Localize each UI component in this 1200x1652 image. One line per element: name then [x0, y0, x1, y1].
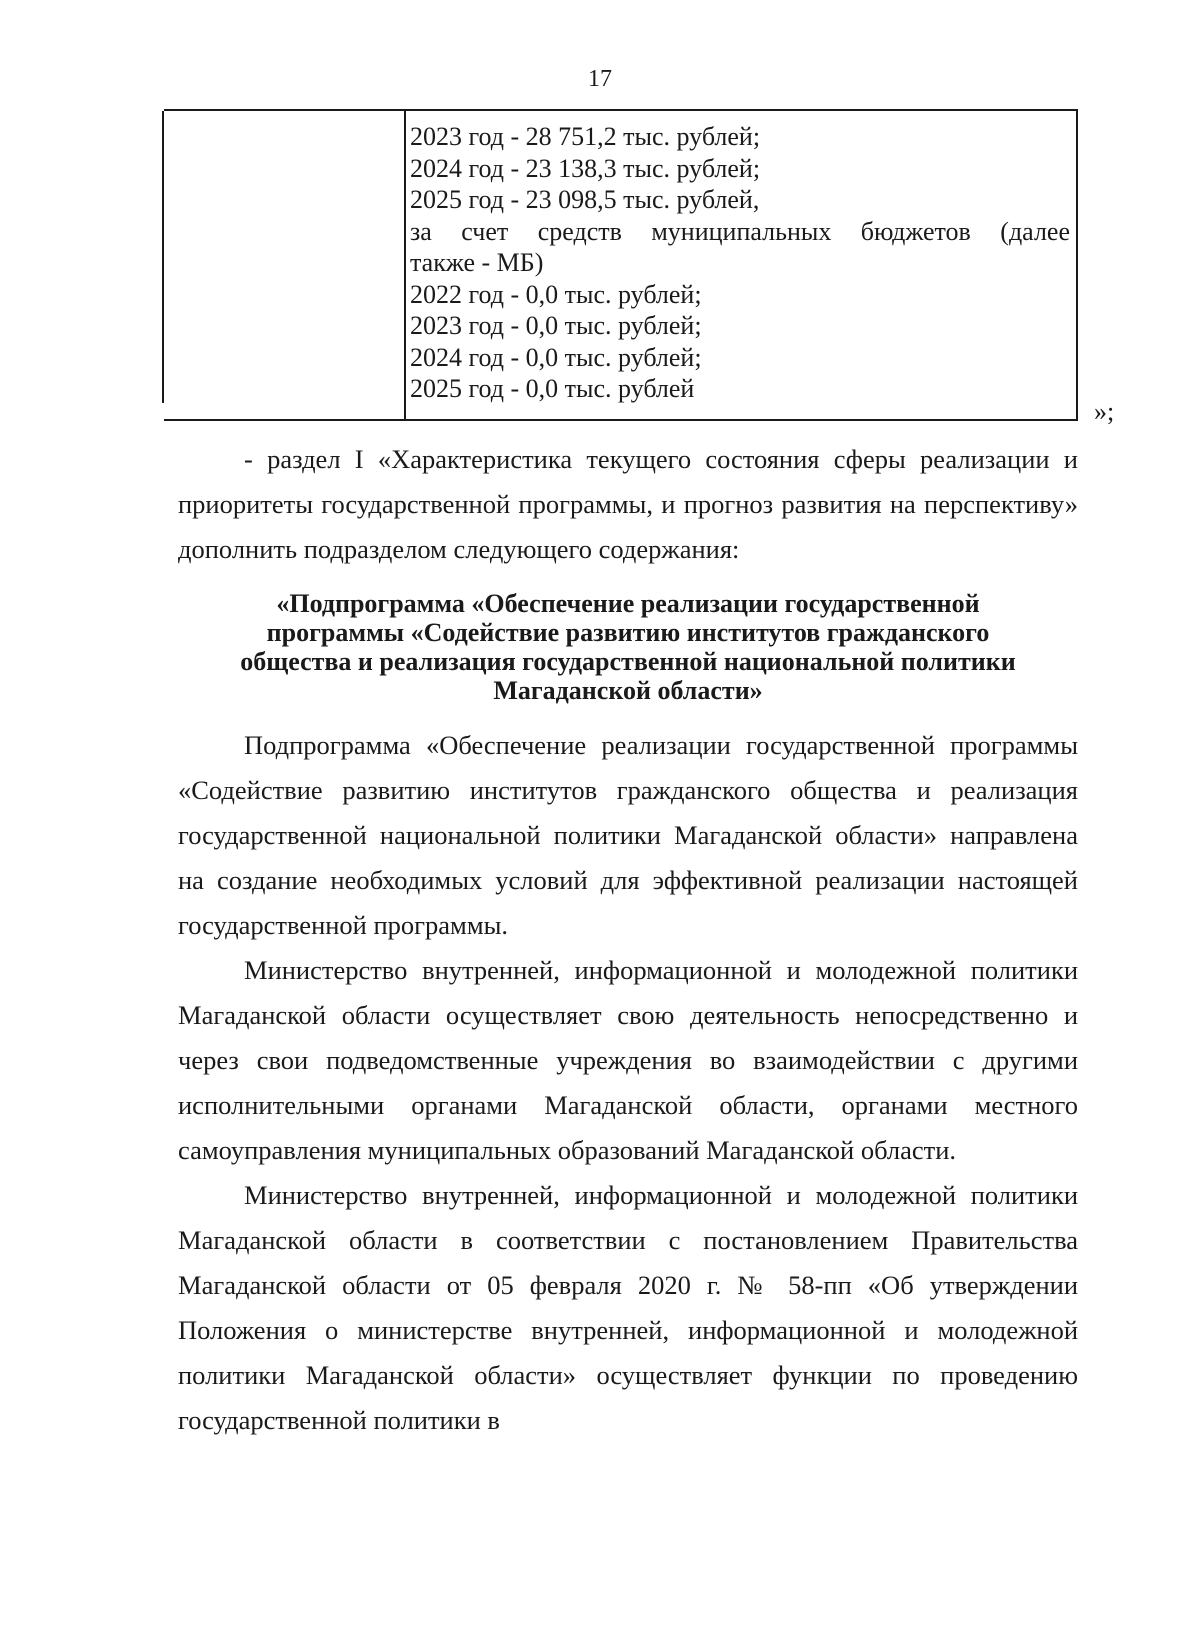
heading-line: «Подпрограмма «Обеспечение реализации государственной — [276, 589, 980, 618]
funding-line: 2024 год - 0,0 тыс. рублей; — [410, 342, 702, 372]
body-paragraph: Министерство внутренней, информационной и молодежной политики Магаданской области осуществляет свою деятельность непосредственно и через свои подведомственные учреждения во взаимодействии с другими исполнительными органами Магаданской области, органами местного самоуправления муниципальных образований Магаданской области. — [178, 955, 1078, 1165]
funding-line: 2024 год - 23 138,3 тыс. рублей; — [410, 153, 761, 183]
body-block — [178, 723, 1078, 1443]
body-paragraph: Министерство внутренней, информационной и молодежной политики Магаданской области в соответствии с постановлением Правительства Магаданской области от 05 февраля 2020 г. № 58-пп «Об утверждении Положения о министерстве внутренней, информационной и молодежной политики Магаданской области» осуществляет функции по проведению государственной политики в — [178, 1180, 1078, 1435]
closing-quote: »; — [1094, 397, 1115, 426]
funding-line: также - МБ) — [410, 248, 544, 277]
intro-paragraph: - раздел I «Характеристика текущего состояния сферы реализации и приоритеты государственной программы, и прогноз развития на перспективу» дополнить подразделом следующего содержания: — [178, 444, 1078, 564]
subprogram-heading — [178, 589, 1078, 705]
funding-line: 2023 год - 0,0 тыс. рублей; — [410, 311, 702, 340]
table-column-divider — [404, 111, 406, 419]
funding-line: 2023 год - 28 751,2 тыс. рублей; — [410, 122, 761, 151]
heading-line: общества и реализация государственной национальной политики — [240, 647, 1016, 676]
intro-block — [178, 437, 1078, 572]
body-paragraph: Подпрограмма «Обеспечение реализации государственной программы «Содействие развитию институтов гражданского общества и реализация государственной национальной политики Магаданской области» направлена на создание необходимых условий для эффективной реализации настоящей государственной программы. — [178, 730, 1078, 940]
funding-line: 2022 год - 0,0 тыс. рублей; — [410, 279, 702, 309]
funding-table — [164, 109, 1078, 421]
heading-line: Магаданской области» — [493, 676, 763, 705]
table-left-border — [162, 111, 164, 403]
heading-line: программы «Содействие развитию институтов гражданского — [266, 618, 990, 647]
page-number: 17 — [588, 66, 612, 92]
funding-line: за счет средств муниципальных бюджетов (далее — [410, 216, 1070, 246]
funding-line: 2025 год - 0,0 тыс. рублей — [410, 374, 695, 403]
funding-cell — [410, 121, 1070, 405]
funding-line: 2025 год - 23 098,5 тыс. рублей, — [410, 185, 760, 214]
